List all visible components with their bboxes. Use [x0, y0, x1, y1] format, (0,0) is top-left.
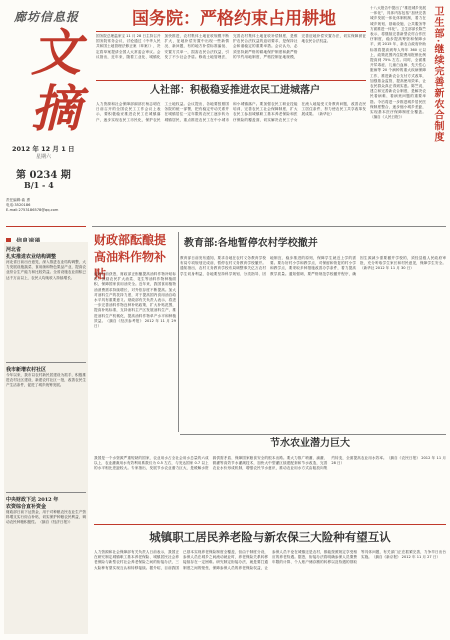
finance-article-body: 记者日前获悉，财政部正酝酿提高油料作物补贴标准，鼓励农民扩大油菜、花生等油料作物种植面积，保障国家食用油安全。近年来，我国食用植物油消费需求持续增长，对外依存度不断提高。加大对油料生产的扶持力度，对于提高国内食用油自给水平具有重要意义。财政部有关负责人表示，将进一步完善油料作物良种补贴政策，扩大补贴范围，提高补贴标准，支持油料主产区发展油料生产，推进油料生产机械化，提高油料作物单产水平和种植效益。（摘自《经济参考报》 2012 年 11 月 29 日）	[94, 272, 178, 329]
sidebar-item-body: 财政部日前下达资金，用于对种粮农民农业生产资料增支实行综合补贴，切实保护种粮农民利益，调动农民种粮积极性。（摘自《经济日报》）	[6, 510, 86, 525]
vertical-divider	[178, 232, 179, 432]
finance-headline: 财政部酝酿提高油料作物补贴	[94, 233, 167, 281]
water-headline: 节水农业潜力巨大	[270, 438, 350, 449]
sidebar-item-3	[6, 496, 86, 630]
issue-number: 第 0234 期	[16, 170, 71, 181]
sidebar-item-1	[6, 246, 86, 360]
second-article-body: 人力资源和社会保障部副部长杨志明在日前召开的全国农民工工作会议上表示，要积极稳妥推进农民工在城镇落户，逐步实现农民工市民化，保护农民工土地权益。会议提出，各地要按照国务院的统一部署，把有稳定劳动关系并在城镇居住一定年限的农民工逐步转为城镇居民，重点推进农民工在中小城市和小城镇落户。要加强农民工职业技能培训，完善农民工社会保障制度，扩大农民工参加城镇职工基本养老保险和医疗保险的覆盖面，切实解决农民工子女在流入地接受义务教育问题，改善农民工居住条件，努力使农民工共享改革发展成果。（新华社）	[96, 102, 366, 122]
right-red-strip-title: 卫生部·继续完善新农合制度	[432, 6, 443, 143]
editor-info: 责任编辑:曲 勇 电话:3520186 E-mail:2753186578@qq.com	[6, 198, 59, 213]
top-headline-rule	[96, 31, 366, 32]
sidebar-item-title: 河北省	[6, 247, 22, 253]
right-column-body: 十八大报告中提出了“推进城乡发展一体化”，具体内容包括“加快完善城乡发展一体化体制机制，着力在城乡规划、基础设施、公共服务等方面推进一体化”。卫生部部长陈竺表示，将继续完善新型农村合作医疗制度，稳步提高筹资和保障水平，到 2015 年，新农合政府补助标准将提高到每人每年 360 元以上，政策范围内住院费用报销比例提高到 75% 左右。同时，全面推开尿毒症、儿童白血病、先天性心脏病等 20 个病种的重大疾病保障工作，推进新农合支付方式改革，加强基金监管，提高使用效率，让农民群众真正得到实惠。陈竺说，建立和完善新农合制度，是解决农民看病难、看病贵问题的重要举措。今后将进一步推进城乡居民医保制度整合，逐步缩小城乡差距，实现基本医疗保障制度全覆盖。（摘自《人民日报》）	[370, 6, 426, 120]
sidebar-item-body: 今年以来，我市以农村新民居建设为抓手，积极推进农村社区建设，新建农村社区一批，改善农民生产生活条件，促进了城乡统筹发展。	[6, 373, 86, 388]
education-headline: 教育部:各地暂停农村学校撤并	[184, 238, 318, 249]
second-headline-rule	[96, 80, 366, 81]
section-title-wen-zhai: 文摘	[23, 26, 82, 138]
sidebar-divider	[6, 362, 86, 363]
section-divider-mid	[92, 226, 446, 227]
paper-name: 廊坊信息报	[14, 10, 80, 24]
sidebar-item-subtitle: 扎实推进农业结构调整	[6, 254, 57, 260]
issue-date: 2012 年 12 月 1 日	[12, 145, 75, 153]
masthead-divider	[6, 226, 86, 227]
issue-weekday: 星期六	[36, 154, 52, 160]
water-article-body: 我国是一个水资源严重短缺的国家，农业用水占全社会用水总量的六成以上，农业灌溉用水有效利用系数仅为 0.5 左右，与发达国家 0.7 以上的水平相比差距较大。专家指出，发展节水农业潜力巨大，是缓解水资源供需矛盾、保障国家粮食安全的根本出路。要大力推广喷灌、滴灌、微灌等高效节水灌溉技术，加快大中型灌区续建配套和节水改造，完善农业水价形成机制，增强农民节水意识，推动农业用水方式由粗放向集约转变，全面提高农业用水效率。（摘自《农民日报》 2012 年 11 月 28 日）	[94, 456, 448, 471]
sidebar-item-2	[6, 366, 86, 483]
sidebar-item-body: 河北省日前出台意见，深入推进农业结构调整，大力发展设施蔬菜、食用菌和特色果品产业，提高农业综合生产能力和比较效益。全省设施农业面积已达千万亩以上，农民人均纯收入持续增长。	[6, 260, 86, 280]
sidebar-divider	[6, 492, 86, 493]
top-article-body: 国务院总理温家宝 11 月 28 日主持召开国务院常务会议，讨论通过《中华人民共和国土地管理法修正案（草案）》，决定将草案提请全国人大常委会审议。会议指出，近年来，随着工业化、城镇化加快推进，农村集体土地征收规模不断扩大，征地补偿安置中出现一些新情况、新问题，有的地方补偿标准偏低、安置方式单一，损害农民合法权益，引发了不少社会矛盾。修改土地管理法，完善农村集体土地征收补偿制度，是维护农民合法权益的迫切要求，是保持社会和谐稳定的重要举措。会议认为，必须坚持最严格的耕地保护制度和最严格的节约用地制度，严格控制征地规模，完善征地补偿安置办法，切实保障被征地农民合法权益。	[96, 34, 366, 59]
second-headline: 人社部：积极稳妥推进农民工进城落户	[150, 85, 320, 96]
left-sidebar	[4, 242, 88, 634]
digest-label	[6, 230, 78, 240]
bottom-article-body: 人力资源和社会保障部有关负责人日前表示，我国正在研究制定城镇职工基本养老保险、城镇居民社会养老保险与新型农村社会养老保险之间的衔接办法，三大险种有望实现互认和转移接续。据介绍，目前我国已基本实现养老保险制度全覆盖，但由于制度分设，参保人员在城乡之间流动就业时，养老保险关系转移接续存在一定困难。研究制定衔接办法，就是要打通制度之间的壁垒，保障参保人员的养老保险权益，让参保人员不论在城镇还是农村，都能按照规定享受相应的养老待遇。据悉，衔接办法将明确参保人员缴费年限的计算、个人账户储存额的转移以及待遇的领取等具体问题，有关部门正在抓紧完善，力争早日出台实施。（摘自《新京报》 2012 年 11 月 27 日）	[94, 550, 446, 570]
education-article-body: 教育部日前发布通知，要求各地在农村义务教育学校布局专项规划完成前，暂停农村义务教育学校撤并。通知指出，农村义务教育学校布局调整事关亿万农村学生切身利益，各地要坚持科学规划、分类指导、因地制宜、稳步推进的原则，保障学生就近上学的需要。要办好村小学和教学点，对保留和恢复的村小学和教学点，要采取多种措施改善办学条件，着力提高教学质量。通知强调，要严格规范学校撤并程序，确因生源减少需要撤并学校的，须经县级人民政府审批，充分听取学生家长和村民意见，保障学生安全。（新华社 2012 年 11 月 30 日）	[180, 256, 446, 276]
sidebar-item-title: 中央财政下达 2012 年	[6, 497, 59, 503]
water-section-rule	[180, 434, 446, 435]
bottom-headline-rule-top	[94, 524, 446, 525]
sidebar-item-title: 我市新增农村社区	[6, 367, 47, 373]
issue-pages: B/1 - 4	[24, 180, 54, 190]
sidebar-item-subtitle: 农资综合直补资金	[6, 504, 47, 510]
top-headline: 国务院：严格约束占用耕地	[132, 9, 336, 29]
bottom-headline: 城镇职工居民养老险与新农保三大险种有望互认	[149, 530, 391, 544]
